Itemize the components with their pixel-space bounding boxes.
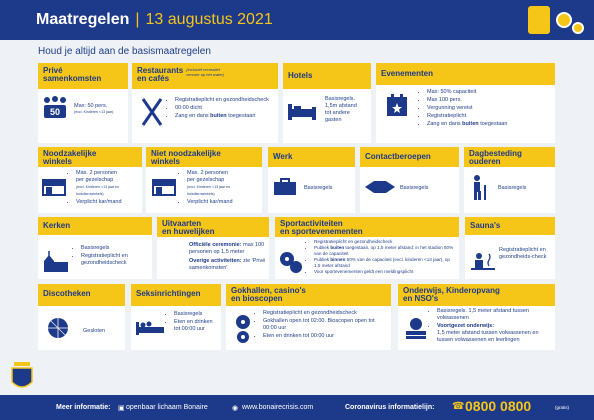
footer-corona-label: Coronavirus informatielijn: bbox=[345, 404, 435, 411]
card-body bbox=[74, 103, 126, 115]
restaurant-item: • Zang en dans buiten toegestaan bbox=[175, 113, 276, 120]
card-header: Onderwijs, Kinderopvang en NSO's bbox=[398, 284, 555, 306]
card-header: Niet noodzakelijke winkels bbox=[146, 147, 262, 167]
card-discotheken bbox=[38, 284, 125, 350]
card-dagbesteding bbox=[464, 147, 555, 213]
restaurant-item: • Registratieplicht en gezondheidscheck bbox=[175, 97, 276, 104]
bed-icon bbox=[287, 103, 317, 121]
card-body: Basisregels bbox=[304, 185, 333, 191]
footer-phone-number[interactable]: 0800 0800 bbox=[465, 398, 532, 414]
card-evenementen bbox=[376, 63, 555, 143]
globe-icon: ◉ bbox=[232, 405, 239, 412]
title-separator: | bbox=[135, 11, 140, 28]
title-date: 13 augustus 2021 bbox=[145, 11, 273, 28]
card-sport bbox=[275, 217, 459, 279]
card-werk bbox=[268, 147, 355, 213]
card-body: Basisregels. 1,5m afstand tot andere gasten bbox=[325, 96, 357, 123]
handshake-icon bbox=[364, 179, 396, 195]
card-contactberoepen bbox=[360, 147, 459, 213]
card-body: Registratieplicht en gezondheids-check bbox=[499, 247, 547, 260]
card-body: • Basisregels • Eten en drinken tot 00:00 uur bbox=[167, 311, 219, 334]
virus-icon bbox=[556, 12, 572, 28]
footer-facebook-link[interactable]: openbaar lichaam Bonaire bbox=[126, 404, 208, 411]
card-body: • Basisregels. 1,5 meter afstand tussen volwassenen • Voortgezet onderwijs: 1,5 meter afstand tussen volwassenen en tussen volwassenen en leerlingen bbox=[430, 308, 553, 345]
facebook-icon[interactable]: ▣ bbox=[118, 405, 125, 412]
card-header: Evenementen bbox=[376, 63, 555, 85]
card-noodzakelijke-winkels bbox=[38, 147, 142, 213]
card-seksinrichtingen bbox=[131, 284, 221, 350]
briefcase-icon bbox=[273, 178, 297, 196]
sauna-icon bbox=[469, 251, 497, 271]
card-saunas bbox=[465, 217, 555, 279]
restaurant-item: • 00:00 dicht bbox=[175, 105, 276, 112]
card-header: Uitvaarten en huwelijken bbox=[157, 217, 269, 237]
card-body: • Max: 50% capaciteit • Max 100 pers. • Vergunning vereist • Registratieplicht • Zang en dans buiten toegestaan bbox=[420, 89, 552, 129]
scroll-icon bbox=[528, 6, 550, 34]
film-reel-icon bbox=[232, 314, 254, 344]
card-header: Discotheken bbox=[38, 284, 125, 306]
card-body: • Registratieplicht en gezondheidscheck • Publiek buiten toegestaan, op 1,5 meter afstand; in het stadion 50% van de capaciteit • Publiek binnen 50% van de capaciteit (excl. kinderen <13 jaar), op 1,5 meter afstand • Voor sportevenementen geldt een meldingsplicht bbox=[307, 239, 457, 275]
card-niet-noodzakelijke-winkels bbox=[146, 147, 262, 213]
coat-of-arms-icon bbox=[8, 356, 36, 394]
card-hotels bbox=[283, 63, 371, 143]
card-body: • Max. 2 personen per gezelschap (excl. Kinderen <13 jaar en huisdiernwinkels) • Verplicht kar/mand bbox=[69, 170, 141, 207]
shop-icon bbox=[151, 178, 177, 196]
church-icon bbox=[43, 251, 69, 273]
card-header: Sauna's bbox=[465, 217, 555, 235]
card-header: Restaurants en cafés(inclusief recreatief vervoer op het water) bbox=[132, 63, 278, 89]
footer-phone-note: (gratis) bbox=[555, 405, 570, 410]
card-body: • Registratieplicht en gezondheidscheck • Gokhallen open tot 02:00. Bioscopen open tot 00:00 uur • Eten en drinken tot 00:00 uur bbox=[256, 310, 389, 341]
card-header: Noodzakelijke winkels bbox=[38, 147, 142, 167]
card-header: Werk bbox=[268, 147, 355, 167]
shop-icon bbox=[41, 178, 67, 196]
subtitle: Houd je altijd aan de basismaatregelen bbox=[38, 46, 211, 57]
card-header: Hotels bbox=[283, 63, 371, 89]
card-body: Basisregels bbox=[400, 185, 429, 191]
card-header: Contactberoepen bbox=[360, 147, 459, 167]
card-body: Officiële ceremonie: max 100 personen op 1,5 meter Overige activiteiten: zie 'Privé samenkomsten' bbox=[189, 242, 266, 271]
svg-text:50: 50 bbox=[49, 107, 61, 117]
card-prive bbox=[38, 63, 128, 143]
card-body: • Basisregels • Registratieplicht en gezondheidscheck bbox=[74, 245, 150, 268]
card-header: Kerken bbox=[38, 217, 152, 235]
card-header: Privé samenkomsten bbox=[38, 63, 128, 89]
card-header: Sportactiviteiten en sportevenementen bbox=[275, 217, 459, 237]
balls-icon bbox=[279, 251, 303, 273]
page-title bbox=[36, 11, 273, 29]
card-body: • Max. 2 personen per gezelschap (excl. Kinderen <13 jaar en huisdiernwinkels) • Verplicht kar/mand bbox=[180, 170, 260, 207]
card-body: Basisregels bbox=[498, 185, 527, 191]
apple-books-icon bbox=[404, 316, 428, 340]
card-uitvaarten bbox=[157, 217, 269, 279]
elderly-icon bbox=[470, 175, 490, 201]
disco-ball-icon bbox=[46, 316, 70, 340]
footer-meer-label: Meer informatie: bbox=[56, 404, 111, 411]
card-kerken bbox=[38, 217, 152, 279]
card-header: Dagbesteding ouderen bbox=[464, 147, 555, 167]
card-body: Gesloten bbox=[83, 328, 106, 334]
virus-small-icon bbox=[572, 22, 584, 34]
card-onderwijs bbox=[398, 284, 555, 350]
calendar-icon bbox=[386, 93, 408, 117]
prive-text: Max: 50 pers. bbox=[74, 103, 108, 109]
prive-note: (excl. Kinderen <13 jaar). bbox=[74, 110, 115, 114]
footer-website-link[interactable]: www.bonairecrisis.com bbox=[242, 404, 314, 411]
card-gokhallen bbox=[226, 284, 391, 350]
card-body bbox=[168, 97, 276, 121]
card-header: Gokhallen, casino's en bioscopen bbox=[226, 284, 391, 306]
group-icon bbox=[42, 95, 68, 119]
card-header: Seksinrichtingen bbox=[131, 284, 221, 306]
title-text: Maatregelen bbox=[36, 11, 130, 28]
phone-icon: ☎ bbox=[452, 401, 465, 412]
card-restaurants bbox=[132, 63, 278, 143]
cutlery-icon bbox=[139, 97, 165, 127]
bed-people-icon bbox=[135, 320, 165, 336]
